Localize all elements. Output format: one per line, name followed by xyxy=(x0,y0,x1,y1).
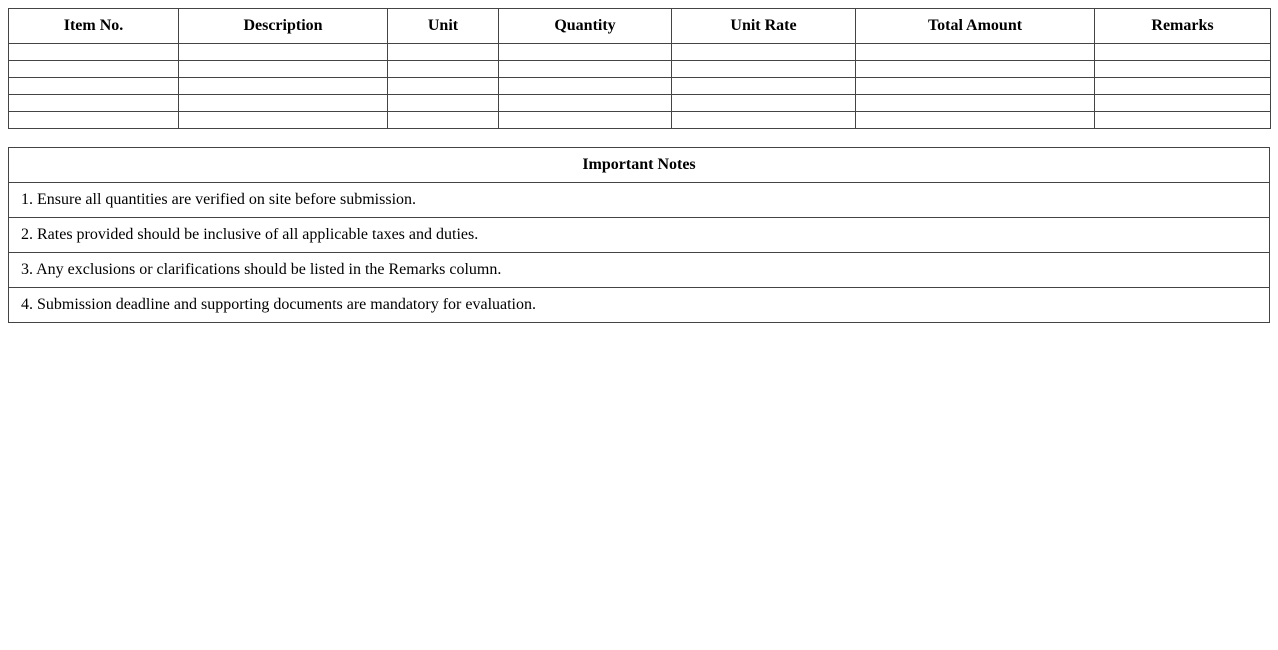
table-cell[interactable] xyxy=(1095,95,1271,112)
table-cell[interactable] xyxy=(179,44,388,61)
table-body xyxy=(9,44,1271,129)
table-cell[interactable] xyxy=(856,61,1095,78)
table-cell[interactable] xyxy=(672,78,856,95)
table-cell[interactable] xyxy=(499,44,672,61)
table-cell[interactable] xyxy=(672,61,856,78)
table-cell[interactable] xyxy=(856,44,1095,61)
notes-title: Important Notes xyxy=(9,148,1270,183)
note-item: 1. Ensure all quantities are verified on site before submission. xyxy=(9,183,1270,218)
table-row xyxy=(9,61,1271,78)
table-cell[interactable] xyxy=(179,112,388,129)
note-item: 3. Any exclusions or clarifications should be listed in the Remarks column. xyxy=(9,253,1270,288)
table-cell[interactable] xyxy=(9,61,179,78)
note-row xyxy=(9,218,1270,253)
table-cell[interactable] xyxy=(499,112,672,129)
important-notes-table xyxy=(8,147,1270,323)
table-cell[interactable] xyxy=(1095,112,1271,129)
column-header-total-amount: Total Amount xyxy=(856,9,1095,44)
table-cell[interactable] xyxy=(179,61,388,78)
note-item: 2. Rates provided should be inclusive of all applicable taxes and duties. xyxy=(9,218,1270,253)
table-cell[interactable] xyxy=(388,78,499,95)
table-row xyxy=(9,112,1271,129)
table-cell[interactable] xyxy=(672,95,856,112)
table-cell[interactable] xyxy=(388,112,499,129)
table-cell[interactable] xyxy=(388,44,499,61)
note-item: 4. Submission deadline and supporting documents are mandatory for evaluation. xyxy=(9,288,1270,323)
table-cell[interactable] xyxy=(499,95,672,112)
column-header-item-no: Item No. xyxy=(9,9,179,44)
column-header-remarks: Remarks xyxy=(1095,9,1271,44)
note-row xyxy=(9,253,1270,288)
table-cell[interactable] xyxy=(672,44,856,61)
table-cell[interactable] xyxy=(9,78,179,95)
notes-header-row xyxy=(9,148,1270,183)
table-cell[interactable] xyxy=(856,95,1095,112)
table-cell[interactable] xyxy=(672,112,856,129)
table-cell[interactable] xyxy=(388,95,499,112)
table-cell[interactable] xyxy=(499,78,672,95)
table-cell[interactable] xyxy=(856,78,1095,95)
table-row xyxy=(9,95,1271,112)
column-header-quantity: Quantity xyxy=(499,9,672,44)
table-cell[interactable] xyxy=(179,95,388,112)
note-row xyxy=(9,288,1270,323)
table-cell[interactable] xyxy=(9,95,179,112)
table-cell[interactable] xyxy=(856,112,1095,129)
table-cell[interactable] xyxy=(9,112,179,129)
table-cell[interactable] xyxy=(1095,44,1271,61)
column-header-unit-rate: Unit Rate xyxy=(672,9,856,44)
column-header-unit: Unit xyxy=(388,9,499,44)
table-row xyxy=(9,78,1271,95)
table-cell[interactable] xyxy=(499,61,672,78)
table-cell[interactable] xyxy=(9,44,179,61)
column-header-description: Description xyxy=(179,9,388,44)
table-header-row xyxy=(9,9,1271,44)
table-cell[interactable] xyxy=(1095,78,1271,95)
table-row xyxy=(9,44,1271,61)
table-cell[interactable] xyxy=(388,61,499,78)
table-cell[interactable] xyxy=(1095,61,1271,78)
note-row xyxy=(9,183,1270,218)
table-cell[interactable] xyxy=(179,78,388,95)
bill-of-quantities-table xyxy=(8,8,1271,129)
